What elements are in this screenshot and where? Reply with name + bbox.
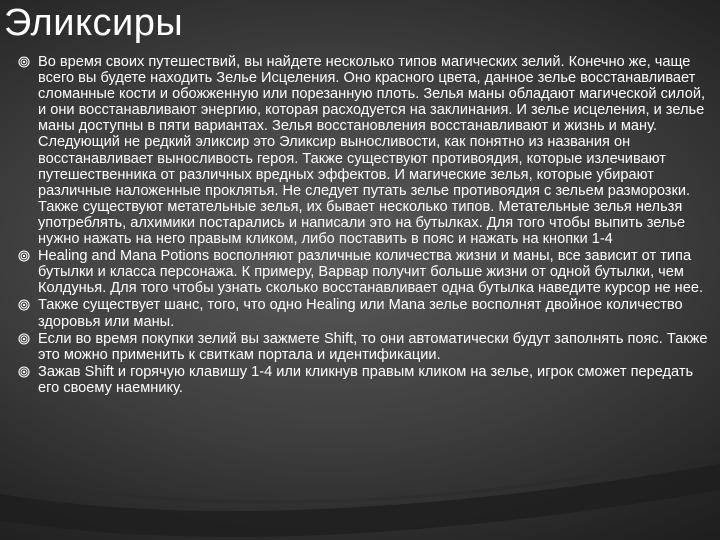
bullet-text: Зажав Shift и горячую клавишу 1-4 или кликнув правым кликом на зелье, игрок сможет передать его своему наемнику. <box>38 363 694 396</box>
circled-target-icon <box>18 299 30 311</box>
bullet-text: Healing and Mana Potions восполняют различные количества жизни и маны, все зависит от типа бутылки и класса персонажа. К примеру, Варвар получит больше жизни от одной бутылки, чем Колдунья. Для того чтобы узнать сколько восстанавливает одна бутылка наведите курсор не нее. <box>38 248 704 297</box>
bullet-text: Во время своих путешествий, вы найдете несколько типов магических зелий. Конечно же, чаще всего вы будете находить Зелье Исцеления. Оно красного цвета, данное зелье восстанавливает сломанные кости и обожженную или порезанную плоть. Зелья маны обладают магической силой, и они восстанавливают энергию, которая расходуется на заклинания. И зелье исцеления, и зелье маны доступны в пяти вариантах. Зелья восстановления восстанавливают и жизнь и ману. Следующий не редкий эликсир это Эликсир выносливости, как понятно из названия он восстанавливает выносливость героя. Также существуют противоядия, которые излечивают путешественника от различных вредных эффектов. И магические зелья, которые убирают различные наложенные проклятья. Не следует путать зелье противоядия с зельем разморозки. Также существуют метательные зелья, их бывает несколько типов. Метательные зелья нельзя употреблять, алхимики постарались и написали это на бутылках. Для того чтобы выпить зелье нужно нажать на него правым кликом, либо поставить в пояс и нажать на кнопки 1-4 <box>38 54 706 248</box>
bullet-item <box>18 364 708 396</box>
slide-title: Эликсиры <box>4 2 184 44</box>
bullet-item <box>18 297 708 329</box>
circled-target-icon <box>18 333 30 345</box>
circled-target-icon <box>18 56 30 68</box>
bullet-item <box>18 54 708 247</box>
circled-target-icon <box>18 250 30 262</box>
circled-target-icon <box>18 366 30 378</box>
bullet-list <box>18 54 708 397</box>
bullet-item <box>18 331 708 363</box>
bullet-item <box>18 248 708 296</box>
bullet-text: Также существует шанс, того, что одно Healing или Mana зелье восполнят двойное количество здоровья или маны. <box>38 297 683 330</box>
bullet-text: Если во время покупки зелий вы зажмете Shift, то они автоматически будут заполнять пояс. Также это можно применить к свиткам портала и идентификации. <box>38 330 708 363</box>
